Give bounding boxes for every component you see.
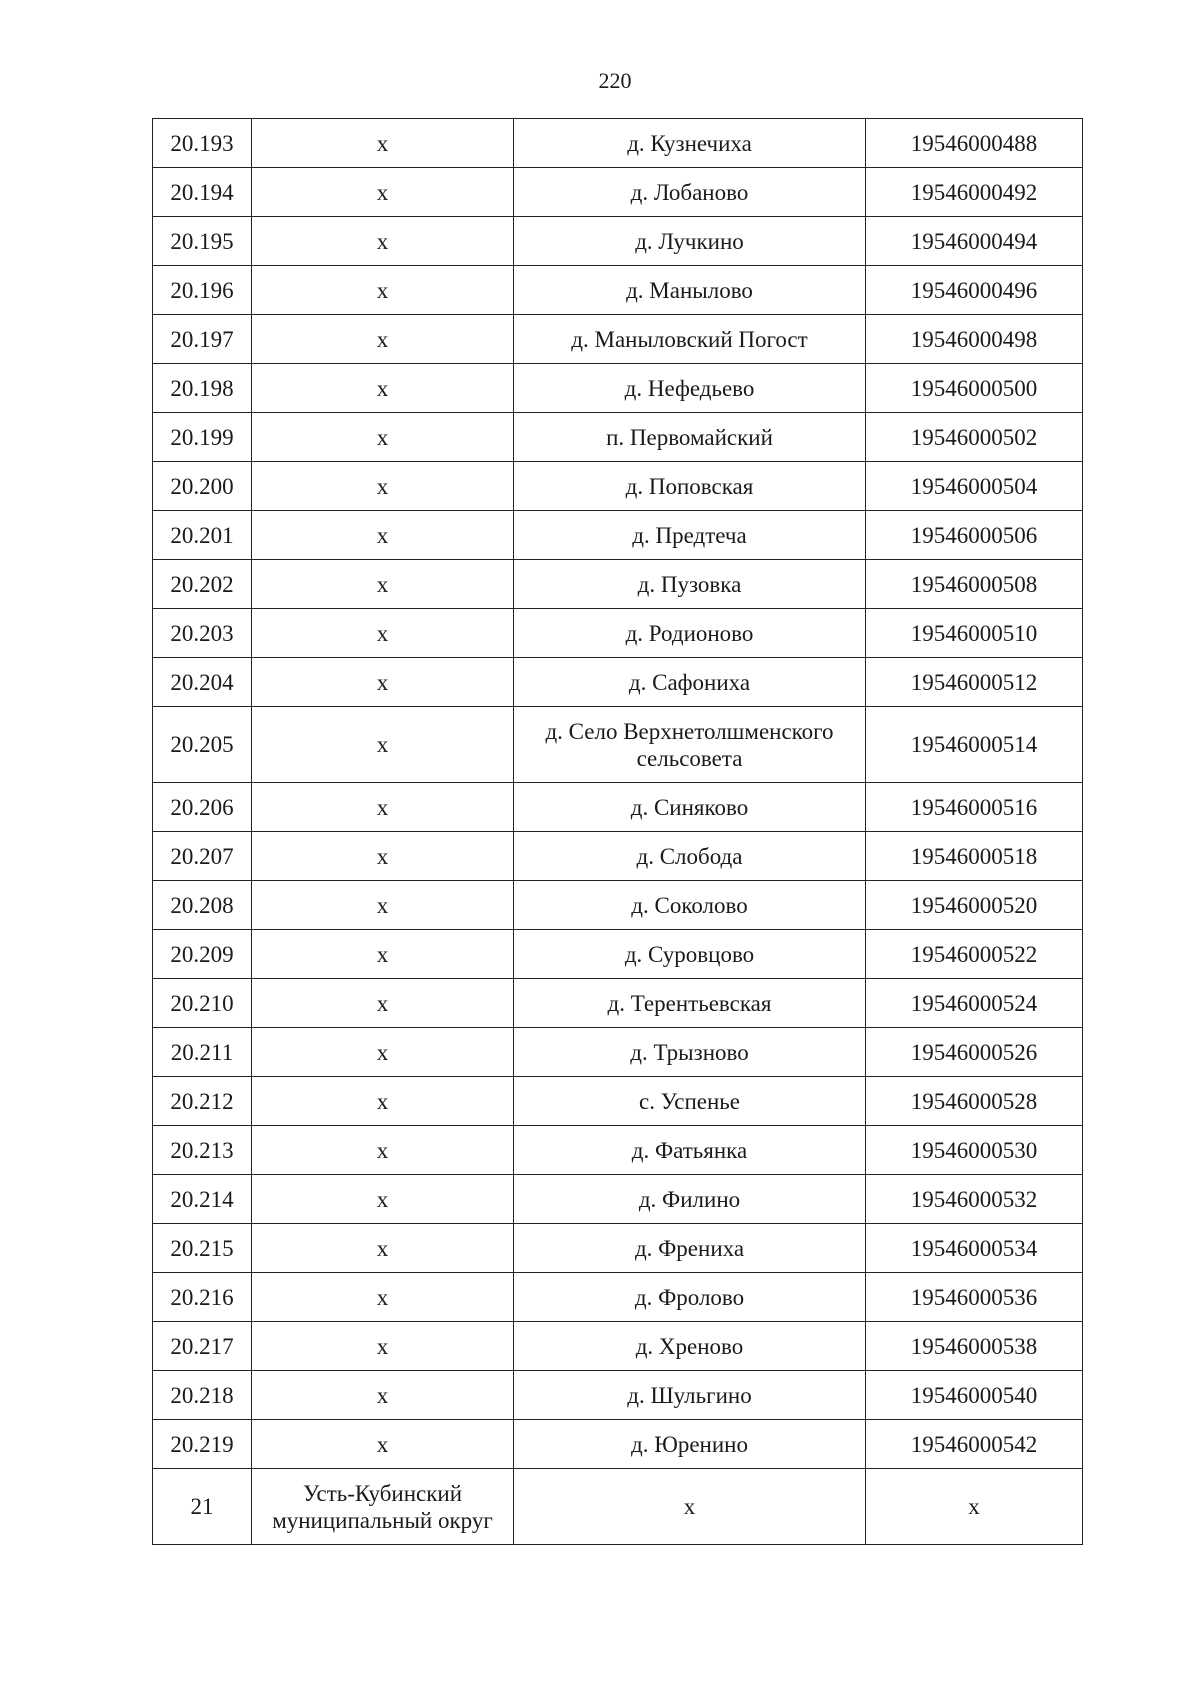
- row-number-cell: 20.198: [153, 364, 252, 413]
- table-row: [153, 315, 1083, 364]
- row-number-cell: 20.214: [153, 1175, 252, 1224]
- table-row: [153, 217, 1083, 266]
- oktmo-code-cell: 19546000520: [866, 881, 1083, 930]
- table-row: [153, 413, 1083, 462]
- row-number-cell: 20.199: [153, 413, 252, 462]
- settlement-cell: с. Успенье: [514, 1077, 866, 1126]
- row-number-cell: 20.216: [153, 1273, 252, 1322]
- table-row: [153, 1028, 1083, 1077]
- oktmo-code-cell: 19546000542: [866, 1420, 1083, 1469]
- row-number-cell: 20.210: [153, 979, 252, 1028]
- table-row: [153, 832, 1083, 881]
- row-number-cell: 20.205: [153, 707, 252, 783]
- settlement-cell: д. Лобаново: [514, 168, 866, 217]
- settlement-cell: д. Соколово: [514, 881, 866, 930]
- row-number-cell: 20.219: [153, 1420, 252, 1469]
- oktmo-code-cell: 19546000510: [866, 609, 1083, 658]
- district-cell: х: [252, 413, 514, 462]
- district-cell: х: [252, 609, 514, 658]
- row-number-cell: 20.196: [153, 266, 252, 315]
- district-cell: х: [252, 1371, 514, 1420]
- settlement-cell: д. Трызново: [514, 1028, 866, 1077]
- oktmo-code-cell: 19546000518: [866, 832, 1083, 881]
- row-number-cell: 20.197: [153, 315, 252, 364]
- oktmo-code-cell: 19546000526: [866, 1028, 1083, 1077]
- settlement-cell: д. Слобода: [514, 832, 866, 881]
- oktmo-code-cell: 19546000538: [866, 1322, 1083, 1371]
- settlement-cell: д. Хреново: [514, 1322, 866, 1371]
- district-cell: Усть-Кубинский муниципальный округ: [252, 1469, 514, 1545]
- table-body: [153, 119, 1083, 1545]
- row-number-cell: 20.212: [153, 1077, 252, 1126]
- oktmo-code-cell: 19546000502: [866, 413, 1083, 462]
- district-cell: х: [252, 783, 514, 832]
- oktmo-code-cell: 19546000524: [866, 979, 1083, 1028]
- row-number-cell: 20.209: [153, 930, 252, 979]
- settlement-cell: д. Фролово: [514, 1273, 866, 1322]
- row-number-cell: 20.195: [153, 217, 252, 266]
- row-number-cell: 20.204: [153, 658, 252, 707]
- district-cell: х: [252, 560, 514, 609]
- oktmo-code-cell: 19546000506: [866, 511, 1083, 560]
- table-row: [153, 1469, 1083, 1545]
- row-number-cell: 20.193: [153, 119, 252, 168]
- settlement-cell: д. Юренино: [514, 1420, 866, 1469]
- row-number-cell: 20.218: [153, 1371, 252, 1420]
- row-number-cell: 20.200: [153, 462, 252, 511]
- table-row: [153, 364, 1083, 413]
- district-cell: х: [252, 1322, 514, 1371]
- oktmo-code-cell: 19546000516: [866, 783, 1083, 832]
- oktmo-code-cell: 19546000534: [866, 1224, 1083, 1273]
- settlement-cell: д. Предтеча: [514, 511, 866, 560]
- table-row: [153, 930, 1083, 979]
- row-number-cell: 20.217: [153, 1322, 252, 1371]
- district-cell: х: [252, 266, 514, 315]
- settlement-cell: д. Сафониха: [514, 658, 866, 707]
- table-row: [153, 1322, 1083, 1371]
- row-number-cell: 20.215: [153, 1224, 252, 1273]
- district-cell: х: [252, 511, 514, 560]
- row-number-cell: 20.213: [153, 1126, 252, 1175]
- oktmo-code-cell: 19546000540: [866, 1371, 1083, 1420]
- district-cell: х: [252, 168, 514, 217]
- table-row: [153, 266, 1083, 315]
- table-row: [153, 1175, 1083, 1224]
- oktmo-code-cell: 19546000488: [866, 119, 1083, 168]
- settlement-cell: д. Маныловский Погост: [514, 315, 866, 364]
- oktmo-code-cell: 19546000522: [866, 930, 1083, 979]
- settlement-cell: д. Лучкино: [514, 217, 866, 266]
- district-cell: х: [252, 930, 514, 979]
- settlement-cell: п. Первомайский: [514, 413, 866, 462]
- table-row: [153, 1077, 1083, 1126]
- district-cell: х: [252, 119, 514, 168]
- district-cell: х: [252, 832, 514, 881]
- settlement-cell: д. Филино: [514, 1175, 866, 1224]
- table-row: [153, 511, 1083, 560]
- oktmo-code-cell: 19546000498: [866, 315, 1083, 364]
- row-number-cell: 20.203: [153, 609, 252, 658]
- settlement-cell: д. Родионово: [514, 609, 866, 658]
- table-row: [153, 1126, 1083, 1175]
- table-row: [153, 560, 1083, 609]
- oktmo-code-cell: 19546000532: [866, 1175, 1083, 1224]
- row-number-cell: 20.206: [153, 783, 252, 832]
- oktmo-code-cell: 19546000508: [866, 560, 1083, 609]
- oktmo-code-cell: 19546000536: [866, 1273, 1083, 1322]
- district-cell: х: [252, 364, 514, 413]
- settlement-cell: д. Френиха: [514, 1224, 866, 1273]
- settlement-cell: д. Шульгино: [514, 1371, 866, 1420]
- row-number-cell: 20.208: [153, 881, 252, 930]
- settlement-cell: д. Поповская: [514, 462, 866, 511]
- table-row: [153, 1420, 1083, 1469]
- settlement-cell: д. Синяково: [514, 783, 866, 832]
- row-number-cell: 20.202: [153, 560, 252, 609]
- settlement-cell: д. Село Верхнетолшменского сельсовета: [514, 707, 866, 783]
- table-row: [153, 1224, 1083, 1273]
- row-number-cell: 20.201: [153, 511, 252, 560]
- oktmo-code-cell: 19546000514: [866, 707, 1083, 783]
- table-row: [153, 168, 1083, 217]
- table-row: [153, 783, 1083, 832]
- district-cell: х: [252, 707, 514, 783]
- table-row: [153, 1273, 1083, 1322]
- district-cell: х: [252, 979, 514, 1028]
- settlement-cell: х: [514, 1469, 866, 1545]
- row-number-cell: 20.194: [153, 168, 252, 217]
- settlement-cell: д. Суровцово: [514, 930, 866, 979]
- district-cell: х: [252, 1175, 514, 1224]
- oktmo-code-cell: 19546000500: [866, 364, 1083, 413]
- table-row: [153, 119, 1083, 168]
- oktmo-code-cell: 19546000492: [866, 168, 1083, 217]
- district-cell: х: [252, 315, 514, 364]
- district-cell: х: [252, 1077, 514, 1126]
- oktmo-code-cell: 19546000528: [866, 1077, 1083, 1126]
- table-row: [153, 1371, 1083, 1420]
- oktmo-code-cell: х: [866, 1469, 1083, 1545]
- settlements-table: [152, 118, 1083, 1545]
- district-cell: х: [252, 1420, 514, 1469]
- settlement-cell: д. Терентьевская: [514, 979, 866, 1028]
- table-row: [153, 881, 1083, 930]
- oktmo-code-cell: 19546000494: [866, 217, 1083, 266]
- oktmo-code-cell: 19546000496: [866, 266, 1083, 315]
- oktmo-code-cell: 19546000504: [866, 462, 1083, 511]
- oktmo-code-cell: 19546000530: [866, 1126, 1083, 1175]
- table-row: [153, 462, 1083, 511]
- district-cell: х: [252, 658, 514, 707]
- row-number-cell: 21: [153, 1469, 252, 1545]
- settlement-cell: д. Нефедьево: [514, 364, 866, 413]
- table-row: [153, 979, 1083, 1028]
- table-row: [153, 609, 1083, 658]
- district-cell: х: [252, 1224, 514, 1273]
- district-cell: х: [252, 462, 514, 511]
- district-cell: х: [252, 1028, 514, 1077]
- settlement-cell: д. Пузовка: [514, 560, 866, 609]
- table-row: [153, 658, 1083, 707]
- district-cell: х: [252, 1273, 514, 1322]
- row-number-cell: 20.211: [153, 1028, 252, 1077]
- district-cell: х: [252, 881, 514, 930]
- district-cell: х: [252, 1126, 514, 1175]
- settlement-cell: д. Кузнечиха: [514, 119, 866, 168]
- table-row: [153, 707, 1083, 783]
- oktmo-code-cell: 19546000512: [866, 658, 1083, 707]
- row-number-cell: 20.207: [153, 832, 252, 881]
- district-cell: х: [252, 217, 514, 266]
- settlement-cell: д. Фатьянка: [514, 1126, 866, 1175]
- settlement-cell: д. Манылово: [514, 266, 866, 315]
- page-number: 220: [598, 68, 632, 93]
